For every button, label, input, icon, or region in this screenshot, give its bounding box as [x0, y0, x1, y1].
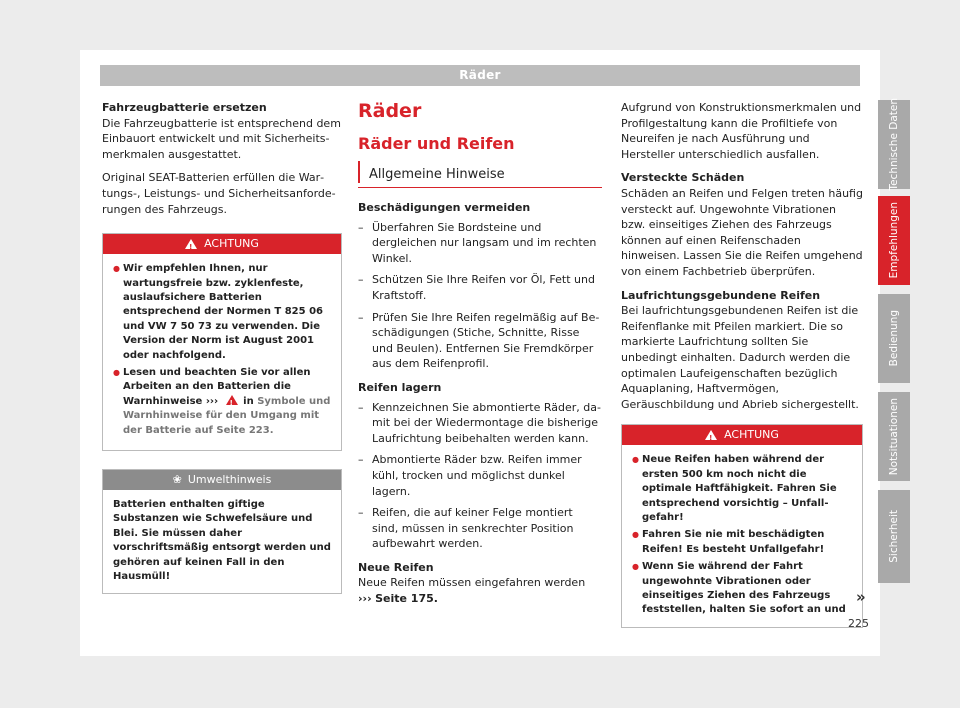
column-left	[102, 100, 342, 594]
environment-leaf-icon: ❀	[172, 473, 182, 487]
column-middle	[358, 100, 602, 607]
subsection-accent-bar	[358, 161, 360, 183]
heading-damage: Beschädigungen vermeiden	[358, 201, 531, 214]
warning-bullet: ● Neue Reifen haben während der ersten 500 km noch nicht die optimale Haftfähigkeit. Fahren Sie entsprechend vorsichtig – Unfallgefahr!	[632, 453, 852, 525]
section-heading-battery: Fahrzeugbatterie ersetzen	[102, 101, 267, 114]
tab-empfehlungen[interactable]	[878, 196, 910, 285]
environment-label: Umwelthinweis	[187, 473, 272, 487]
page-header-title: Räder	[459, 68, 501, 82]
list-item: – Abmontierte Räder bzw. Reifen immer kühl, trocken und möglichst dunkel lagern.	[358, 452, 602, 499]
tab-label: Bedienung	[888, 310, 900, 367]
tab-sicherheit[interactable]	[878, 490, 910, 583]
warning-text: Lesen und beachten Sie vor allen Arbeiten an den Batterien die Warnhinweise	[123, 367, 311, 407]
list-item: – Überfahren Sie Bordsteine und dergleichen nur langsam und im rechten Winkel.	[358, 220, 602, 267]
tab-bedienung[interactable]	[878, 294, 910, 383]
tab-technische-daten[interactable]	[878, 100, 910, 189]
page-header-bar	[100, 65, 860, 86]
subsection-title-wrap	[358, 161, 602, 188]
warning-text-in: in	[243, 395, 254, 407]
warning-box-header	[622, 425, 862, 445]
environment-box-body	[103, 490, 341, 593]
chapter-title: Räder	[358, 100, 422, 122]
reference-arrow: ›››	[358, 592, 372, 606]
reference-arrow: ›››	[205, 395, 219, 407]
heading-new-tyres: Neue Reifen	[358, 560, 434, 574]
tab-label: Empfehlungen	[888, 202, 900, 279]
heading-directional-tyres: Laufrichtungsgebundene Reifen	[621, 288, 821, 302]
warning-label: ACHTUNG	[204, 237, 259, 251]
tab-label: Notsituationen	[888, 397, 900, 476]
paragraph-battery-1: Die Fahrzeugbatterie ist entsprechend dem Einbauort entwickelt und mit Sicherheitsmerkmalen ausgestattet.	[102, 116, 341, 161]
section-title: Räder und Reifen	[358, 134, 515, 153]
warning-box-body	[103, 254, 341, 450]
warning-box-header	[103, 234, 341, 254]
warning-bullet	[113, 366, 331, 438]
list-item: – Prüfen Sie Ihre Reifen regelmäßig auf Beschädigungen (Stiche, Schnitte, Risse und Beulen). Entfernen Sie Fremdkörper aus dem Reifenprofil.	[358, 310, 602, 372]
new-tyres-text: Neue Reifen müssen eingefahren werden	[358, 576, 586, 590]
paragraph-directional-tyres: Bei laufrichtungsgebundenen Reifen ist die Reifenflanke mit Pfeilen markiert. Die so markierte Laufrichtung sollten Sie unbedingt einhalten. Dadurch werden die optimalen Laufeigenschaften bezüglich Aquaplaning, Haftvermögen, Geräuschbildung und Abrieb sichergestellt.	[621, 304, 859, 411]
warning-box-battery	[102, 233, 342, 451]
tab-label: Technische Daten	[888, 98, 900, 191]
warning-triangle-icon	[705, 430, 717, 440]
warning-bullet: ● Wenn Sie während der Fahrt ungewohnte Vibrationen oder einseitiges Ziehen des Fahrzeugs feststellen, halten Sie sofort an und	[632, 560, 852, 618]
tab-notsituationen[interactable]	[878, 392, 910, 481]
warning-box-tyres	[621, 424, 863, 627]
heading-hidden-damage: Versteckte Schäden	[621, 171, 745, 185]
paragraph-hidden-damage: Schäden an Reifen und Felgen treten häufig versteckt auf. Ungewohnte Vibrationen bzw. einseitiges Ziehen des Fahrzeugs können auf einen Reifenschaden hinweisen. Lassen Sie die Reifen umgehend von einem Fachbetrieb überprüfen.	[621, 186, 863, 278]
environment-box	[102, 469, 342, 594]
heading-storage: Reifen lagern	[358, 380, 442, 394]
subsection-title: Allgemeine Hinweise	[369, 167, 505, 182]
warning-label: ACHTUNG	[724, 428, 779, 442]
warning-bullet: ● Wir empfehlen Ihnen, nur wartungsfreie bzw. zyklenfeste, auslaufsichere Batterien entsprechend der Normen T 825 06 und VW 7 50 73 zu verwenden. Die Version der Norm ist August 2001 oder nachfolgend.	[113, 262, 331, 363]
column-right	[621, 100, 863, 628]
warning-box-body	[622, 445, 862, 626]
warning-triangle-icon	[185, 239, 197, 249]
list-storage	[358, 400, 602, 552]
cross-reference-link[interactable]: Symbole und Warnhinweise für den Umgang mit der Batterie auf Seite 223.	[123, 395, 331, 436]
continue-arrow-icon: »	[856, 588, 866, 606]
warning-bullet: ● Fahren Sie nie mit beschädigten Reifen! Es besteht Unfallgefahr!	[632, 528, 852, 557]
paragraph-battery-2: Original SEAT-Batterien erfüllen die Wartungs-, Leistungs- und Sicherheitsanforderungen des Fahrzeugs.	[102, 171, 336, 216]
paragraph-tread-depth: Aufgrund von Konstruktionsmerkmalen und Profilgestaltung kann die Profiltiefe von Neureifen je nach Ausführung und Hersteller unterschiedlich ausfallen.	[621, 101, 862, 161]
environment-box-header	[103, 470, 341, 490]
list-item: – Kennzeichnen Sie abmontierte Räder, damit bei der Wiedermontage die bisherige Laufrichtung beibehalten werden kann.	[358, 400, 602, 447]
page-reference-link[interactable]: Seite 175.	[375, 592, 438, 606]
list-item: – Reifen, die auf keiner Felge montiert sind, müssen in senkrechter Position aufbewahrt werden.	[358, 505, 602, 552]
page-number: 225	[848, 617, 869, 630]
tab-label: Sicherheit	[888, 510, 900, 563]
list-damage	[358, 220, 602, 372]
list-item: – Schützen Sie Ihre Reifen vor Öl, Fett und Kraftstoff.	[358, 272, 602, 303]
paragraph-new-tyres	[358, 575, 602, 606]
warning-triangle-icon	[226, 395, 238, 405]
environment-text: Batterien enthalten giftige Substanzen wie Schwefelsäure und Blei. Sie müssen daher vorschriftsmäßig entsorgt werden und gehören auf keinen Fall in den Hausmüll!	[113, 499, 331, 583]
